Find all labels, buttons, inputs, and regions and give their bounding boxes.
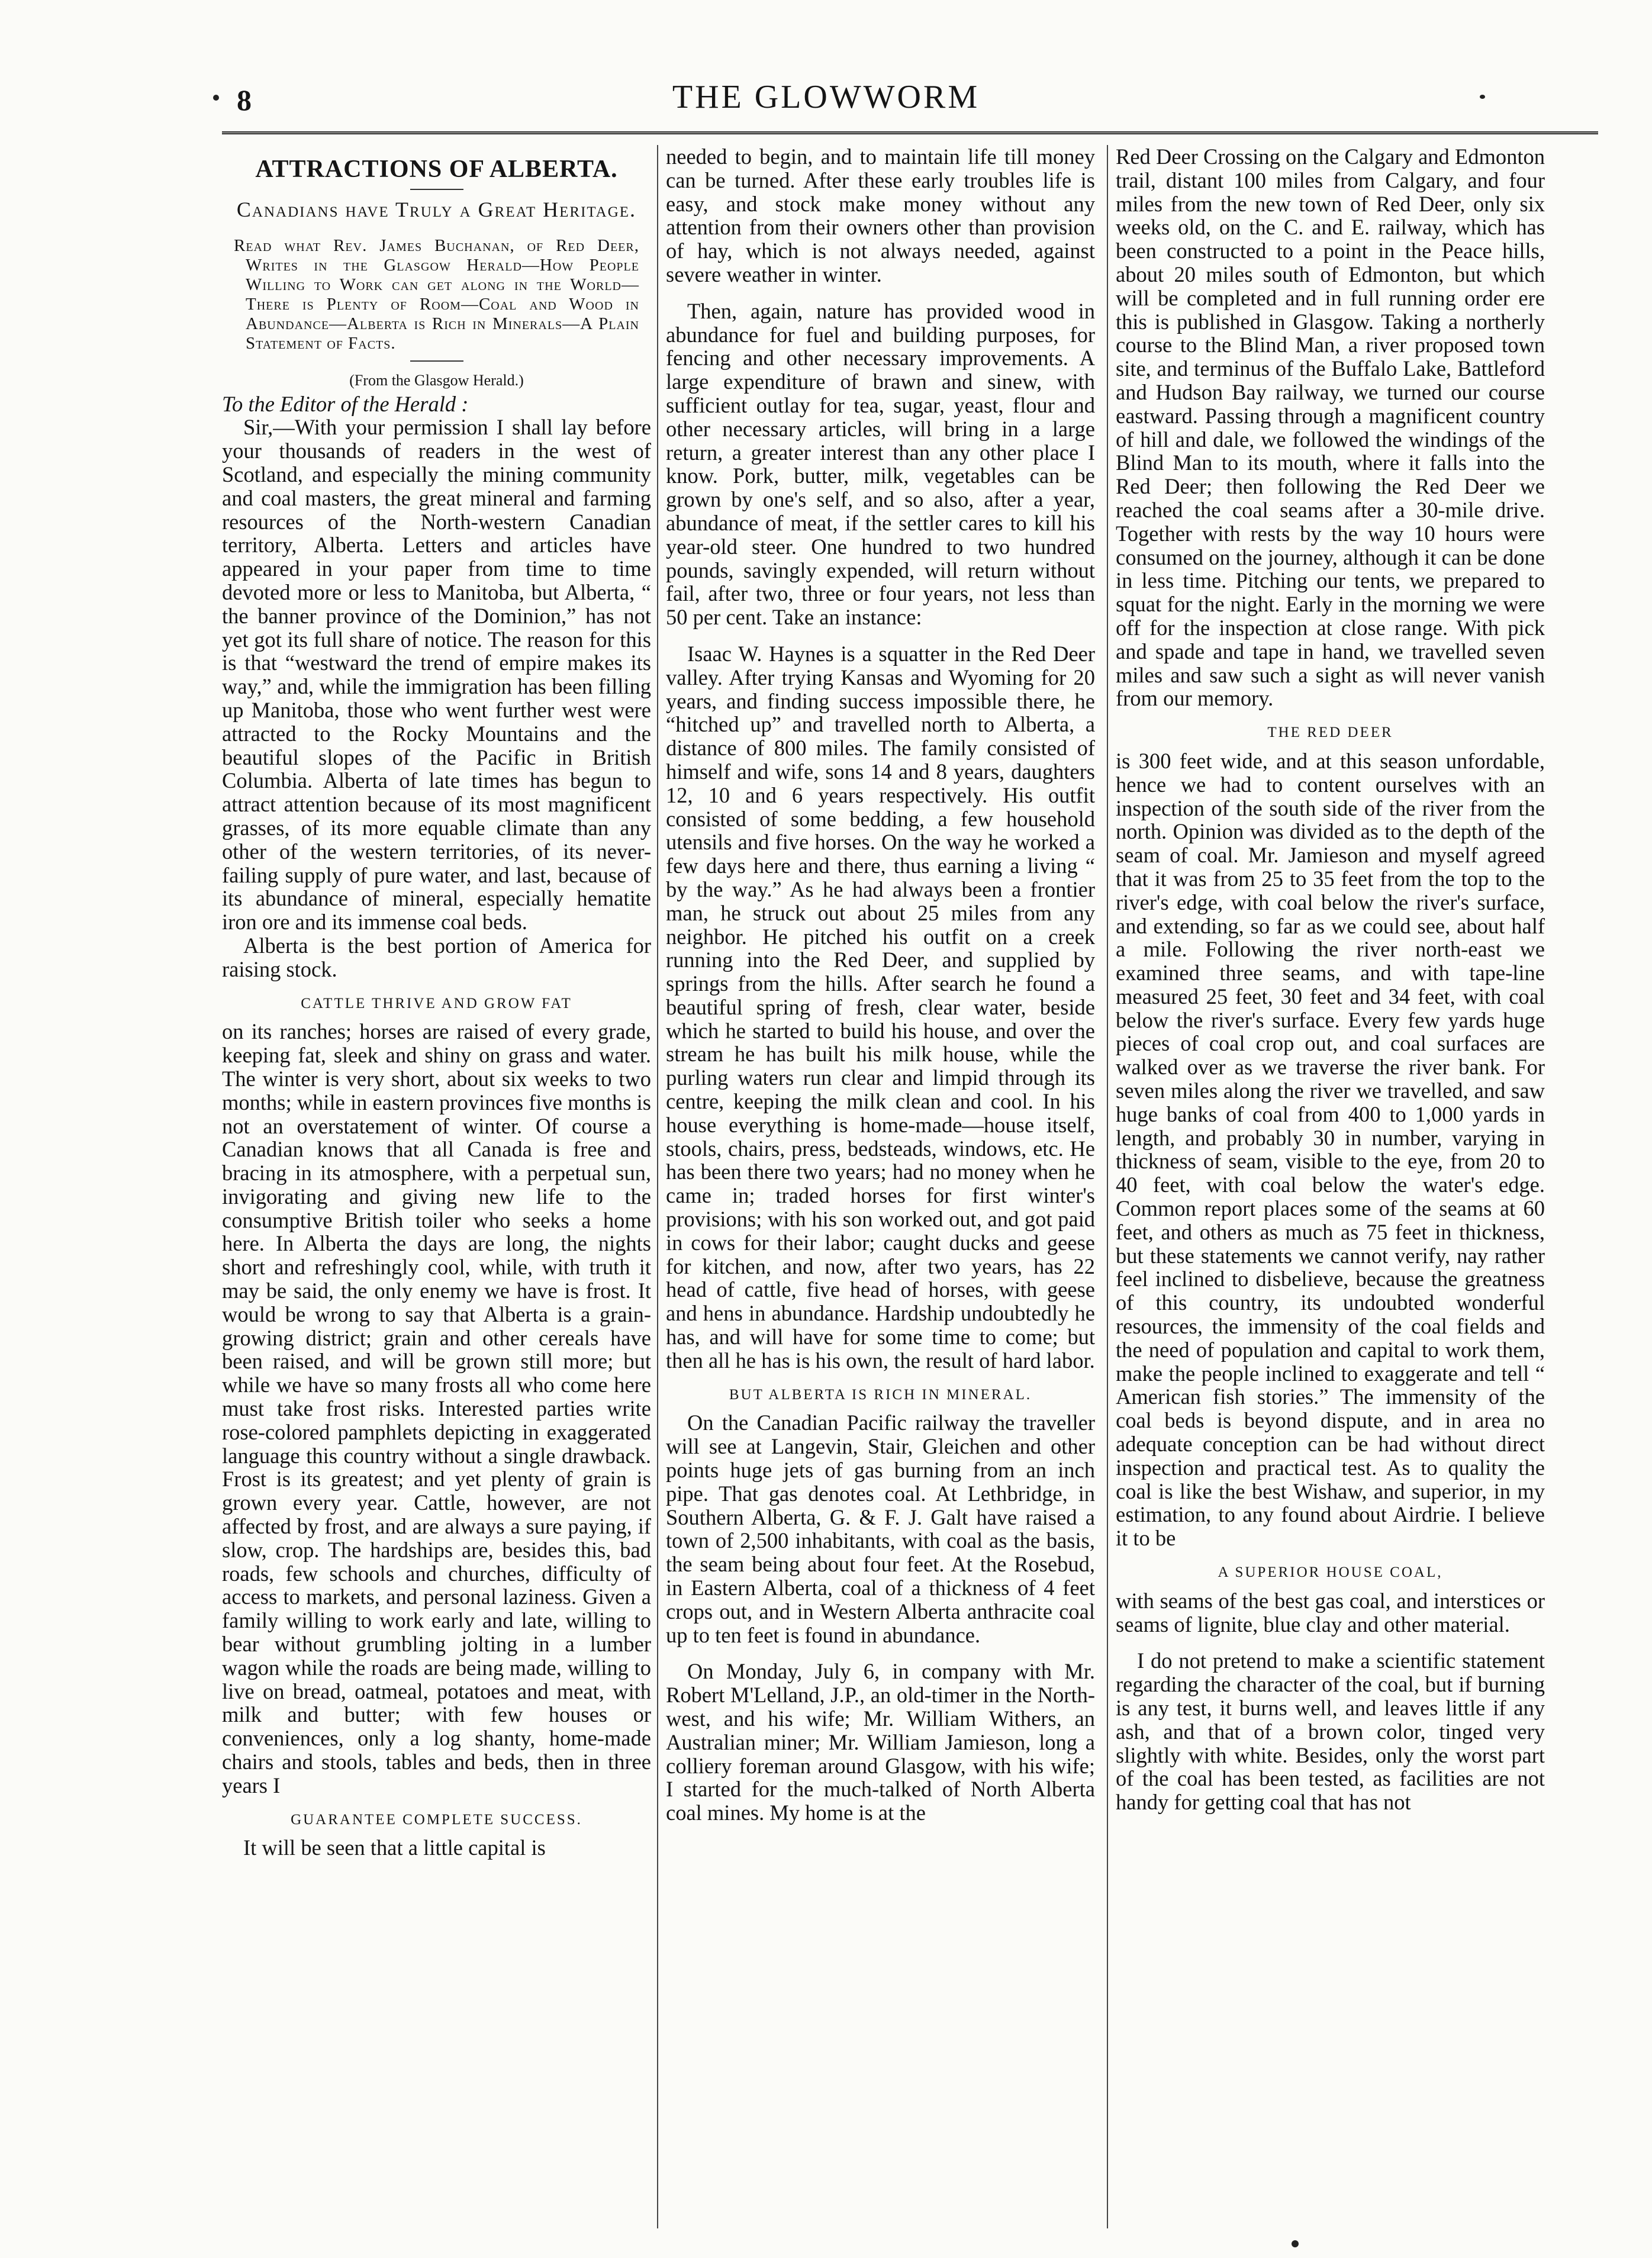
page-number: 8 bbox=[237, 83, 252, 117]
paragraph: Isaac W. Haynes is a squatter in the Red Deer valley. After trying Kansas and Wyoming for 20 years, and finding success impossible there, he “hitched up” and travelled north to Alberta, a distance of 800 miles. The family consisted of himself and wife, sons 14 and 8 years, daughters 12, 10 and 6 years respectively. His outfit consisted of some bedding, a few household utensils and five horses. On the way he worked a few days here and there, thus earning a living “ by the way.” As he had always been a frontier man, he struck out about 25 miles from any neighbor. He pitched his outfit on a creek running into the Red Deer, and supplied by springs from the hills. After search he found a beautiful spring of fresh, clear water, beside which he started to build his house, and over the stream he has built his milk house, while the purling waters run clear and limpid through its centre, keeping the milk clean and cool. In his house everything is home-made—house itself, stools, chairs, press, bedsteads, windows, etc. He has been there two years; had no money when he came in; traded horses for first winter's provisions; with his son worked out, and got paid in cows for their labor; caught ducks and geese for kitchen, and now, after two years, has 22 head of cattle, five head of horses, with geese and hens in abundance. Hardship undoubtedly he has, and will have for some time to come; but then all he has is his own, the result of hard labor. bbox=[666, 641, 1095, 1373]
salutation: To the Editor of the Herald : bbox=[222, 391, 469, 416]
column-1 bbox=[222, 145, 651, 2234]
scan-speck bbox=[1480, 95, 1485, 99]
deck-rule bbox=[410, 360, 463, 362]
section-heading: BUT ALBERTA IS RICH IN MINERAL. bbox=[729, 1386, 1032, 1403]
section-heading: CATTLE THRIVE AND GROW FAT bbox=[301, 995, 572, 1012]
paragraph: Alberta is the best portion of America for raising stock. bbox=[222, 933, 651, 981]
column-3 bbox=[1116, 145, 1545, 2234]
page-header bbox=[0, 0, 1652, 148]
paragraph: Then, again, nature has provided wood in abundance for fuel and building purposes, for fencing and other necessary improvements. A large expenditure of brawn and sinew, with sufficient outlay for tea, sugar, yeast, flour and other necessary articles, will bring in a large return, a greater interest than any other place I know. Pork, butter, milk, vegetables can be grown by one's self, and so also, after a year, abundance of meat, if the settler cares to kill his year-old steer. One hundred to two hundred pounds, savingly expended, will return without fail, after two, three or four years, not less than 50 per cent. Take an instance: bbox=[666, 298, 1095, 630]
article-title: ATTRACTIONS OF ALBERTA. bbox=[255, 156, 618, 183]
paragraph: It will be seen that a little capital is bbox=[243, 1835, 546, 1860]
paragraph: Red Deer Crossing on the Calgary and Edmonton trail, distant 100 miles from Calgary, and four miles from the new town of Red Deer, only six weeks old, on the C. and E. railway, which has been constructed to a point in the Peace hills, about 20 miles south of Edmonton, but which will be completed and in full running order ere this is published in Glasgow. Taking a northerly course to the Blind Man, a river proposed town site, and terminus of the Buffalo Lake, Battleford and Hudson Bay railway, we turned our course eastward. Passing through a magnificent country of hill and dale, we followed the windings of the Blind Man to its mouth, where it falls into the Red Deer; then following the Red Deer we reached the coal seams after a 30-mile drive. Together with rests by the way 10 hours were consumed on the journey, although it can be done in less time. Pitching our tents, we prepared to squat for the night. Early in the morning we were off for the inspection at close range. With pick and spade and tape in hand, we travelled seven miles and saw such a sight as will never vanish from our memory. bbox=[1116, 145, 1545, 711]
source-credit: (From the Glasgow Herald.) bbox=[349, 371, 524, 389]
masthead-title: THE GLOWWORM bbox=[672, 79, 980, 115]
column-divider bbox=[657, 145, 658, 2228]
paragraph: Sir,—With your permission I shall lay before your thousands of readers in the west of Scotland, and especially the mining community and coal masters, the great mineral and farming resources of the North-western Canadian territory, Alberta. Letters and articles have appeared in your paper from time to time devoted more or less to Manitoba, but Alberta, “ the banner province of the Dominion,” has not yet got its full share of notice. The reason for this is that “westward the trend of empire makes its way,” and, while the immigration has been filling up Manitoba, those who went further west were attracted to the Rocky Mountains and the beautiful slopes of the Pacific in British Columbia. Alberta of late times has begun to attract attention because of its most magnificent grasses, of its more equable climate than any other of the western territories, of its never-failing supply of pure water, and last, because of its abundance of mineral, especially hematite iron ore and its immense coal beds. bbox=[222, 415, 651, 935]
header-rule bbox=[222, 131, 1598, 138]
title-rule bbox=[410, 189, 463, 190]
paragraph: with seams of the best gas coal, and interstices or seams of lignite, blue clay and other material. bbox=[1116, 1588, 1545, 1637]
paragraph: On the Canadian Pacific railway the traveller will see at Langevin, Stair, Gleichen and other points huge jets of gas burning from an inch pipe. That gas denotes coal. At Lethbridge, in Southern Alberta, G. & F. J. Galt have raised a town of 2,500 inhabitants, with coal as the basis, the seam being about four feet. At the Rosebud, in Eastern Alberta, coal of a thickness of 4 feet crops out, and in Western Alberta anthracite coal up to ten feet is found in abundance. bbox=[666, 1410, 1095, 1647]
section-heading: THE RED DEER bbox=[1267, 724, 1393, 741]
paragraph: on its ranches; horses are raised of every grade, keeping fat, sleek and shiny on grass and water. The winter is very short, about six weeks to two months; while in eastern provinces five months is not an overstatement of winter. Of course a Canadian knows that all Canada is free and bracing in its atmosphere, with a perpetual sun, invigorating and giving new life to the consumptive British toiler who seeks a home here. In Alberta the days are long, the nights short and refreshingly cool, while, with truth it may be said, the only enemy we have is frost. It would be wrong to say that Alberta is a grain-growing district; grain and other cereals have been raised, and will be grown still more; but while we have so many frosts all who come here must take frost risks. Interested parties write rose-colored pamphlets depicting in exaggerated language this country without a single drawback. Frost is its greatest; and yet plenty of grain is grown every year. Cattle, however, are not affected by frost, and are always a sure paying, if slow, crop. The hardships are, besides this, bad roads, few schools and churches, difficulty of access to markets, and personal laziness. Given a family willing to work early and late, willing to bear without grumbling jolting in a lumber wagon while the roads are being made, willing to live on bread, oatmeal, potatoes and meat, with milk and butter; with few houses or conveniences, only a log shanty, home-made chairs and stools, tables and beds, then in three years I bbox=[222, 1019, 651, 1798]
section-heading: A SUPERIOR HOUSE COAL, bbox=[1218, 1564, 1443, 1581]
scan-speck bbox=[213, 95, 219, 101]
article-deck: Read what Rev. James Buchanan, of Red Deer, Writes in the Glasgow Herald—How People Willing to Work can get along in the World—There is Plenty of Room—Coal and Wood in Abundance—Alberta is Rich in Minerals—A Plain Statement of Facts. bbox=[234, 236, 639, 353]
column-2 bbox=[666, 145, 1095, 2234]
scan-speck bbox=[1292, 2240, 1299, 2247]
article-subtitle: Canadians have Truly a Great Heritage. bbox=[236, 197, 637, 221]
paragraph: I do not pretend to make a scientific statement regarding the character of the coal, but if burning is any test, it burns well, and leaves little if any ash, and that of a brown color, tinged very slightly with white. Besides, only the worst part of the coal has been tested, as facilities are not handy for getting coal that has not bbox=[1116, 1648, 1545, 1815]
column-divider bbox=[1107, 145, 1108, 2228]
paragraph: needed to begin, and to maintain life till money can be turned. After these early troubles life is easy, and stock make money without any attention from their owners other than provision of hay, which is not always needed, against severe weather in winter. bbox=[666, 145, 1095, 286]
paragraph: On Monday, July 6, in company with Mr. Robert M'Lelland, J.P., an old-timer in the North-west, and his wife; Mr. William Withers, an Australian miner; Mr. William Jamieson, long a colliery foreman around Glasgow, with his wife; I started for the much-talked of North Alberta coal mines. My home is at the bbox=[666, 1659, 1095, 1825]
section-heading: GUARANTEE COMPLETE SUCCESS. bbox=[291, 1811, 582, 1828]
paragraph: is 300 feet wide, and at this season unfordable, hence we had to content ourselves with an inspection of the south side of the river from the north. Opinion was divided as to the depth of the seam of coal. Mr. Jamieson and myself agreed that it was from 25 to 35 feet from the top to the river's edge, with coal below the river's surface, and extending, so far as we could see, about half a mile. Following the river north-east we examined three seams, and with tape-line measured 25 feet, 30 feet and 34 feet, with coal below the river's surface. Every few yards huge pieces of coal crop out, and coal surfaces are walked over as we traverse the river bank. For seven miles along the river we travelled, and saw huge banks of coal from 400 to 1,000 yards in length, and probably 30 in number, varying in thickness of seam, visible to the eye, from 20 to 40 feet, with coal below the water's edge. Common report places some of the seams at 60 feet, and others as much as 75 feet in thickness, but these statements we cannot verify, nay rather feel inclined to disbelieve, because the greatness of this country, its undoubted wonderful resources, the immensity of the coal fields and the need of population and capital to work them, make the people inclined to exaggerate and tell “ American fish stories.” The immensity of the coal beds is beyond dispute, and in area no adequate conception can be had without direct inspection and practical test. As to quality the coal is like the best Wishaw, and superior, in my estimation, to any found about Airdrie. I believe it to be bbox=[1116, 748, 1545, 1551]
